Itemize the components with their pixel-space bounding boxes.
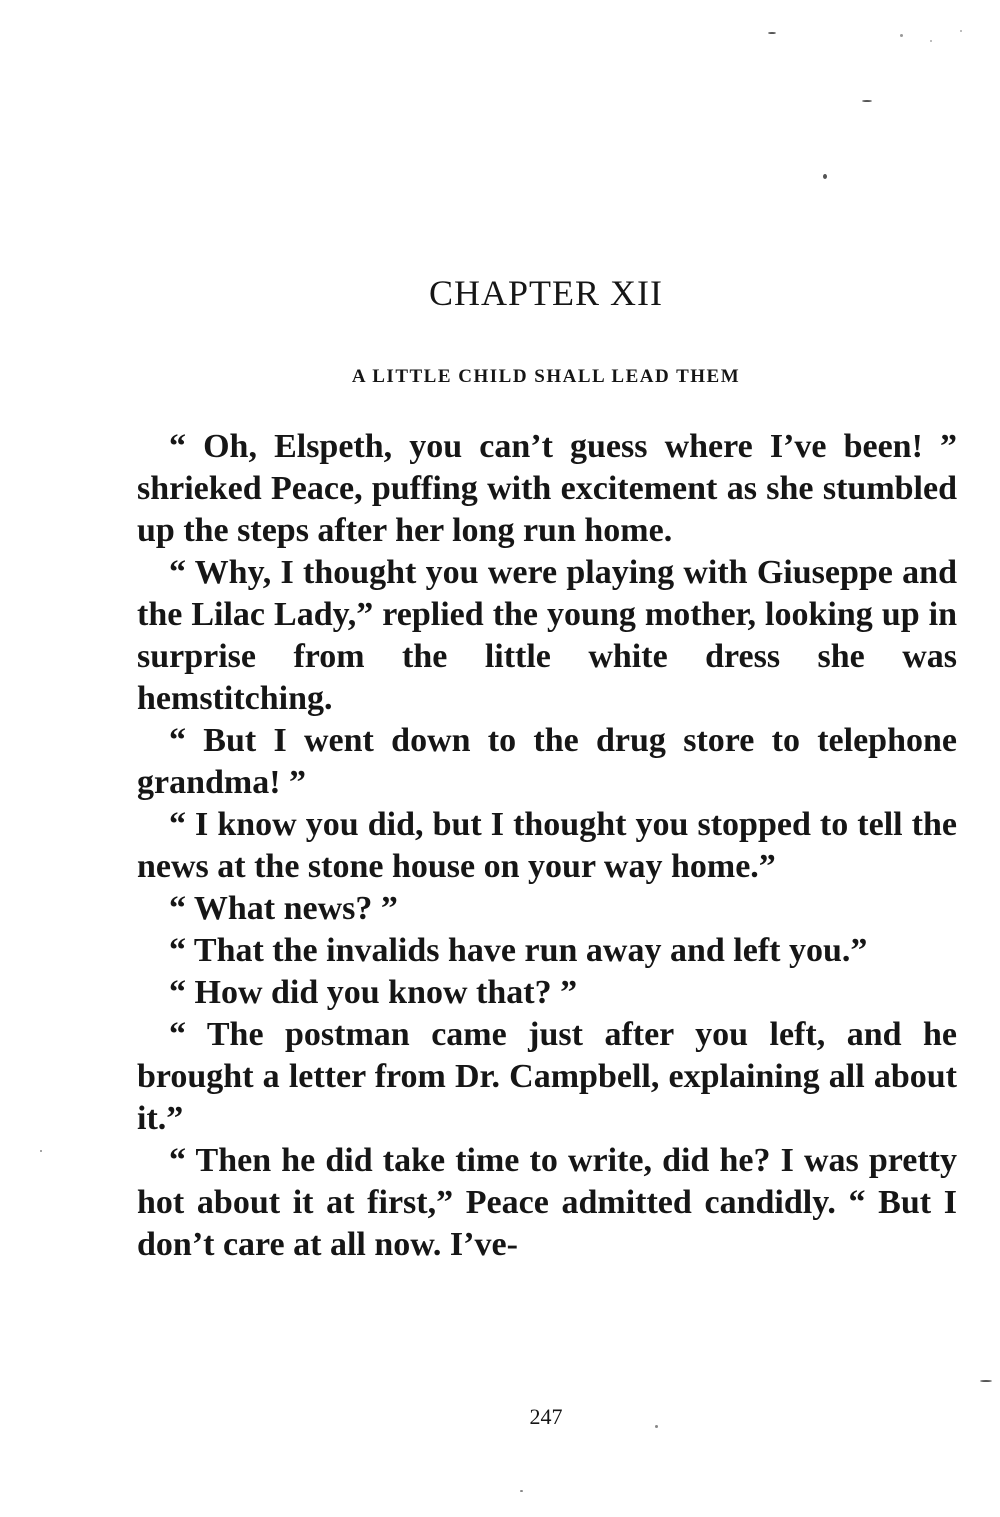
scan-speck bbox=[980, 1380, 992, 1382]
scan-speck bbox=[862, 100, 872, 102]
paragraph: “ The postman came just after you left, and he brought a letter from Dr. Campbell, explaining all about it.” bbox=[137, 1016, 957, 1137]
chapter-body bbox=[137, 426, 957, 1266]
paragraph: “ Then he did take time to write, did he? I was pretty hot about it at first,” Peace admitted candidly. “ But I don’t care at all now. I’ve- bbox=[137, 1142, 957, 1263]
paragraph: “ What news? ” bbox=[169, 890, 398, 927]
paragraph: “ But I went down to the drug store to telephone grandma! ” bbox=[137, 722, 957, 801]
paragraph: “ That the invalids have run away and left you.” bbox=[169, 932, 868, 969]
chapter-subtitle: A LITTLE CHILD SHALL LEAD THEM bbox=[351, 366, 741, 387]
paragraph: “ Why, I thought you were playing with Giuseppe and the Lilac Lady,” replied the young mother, looking up in surprise from the little white dress she was hemstitching. bbox=[137, 554, 957, 717]
chapter-title: CHAPTER XII bbox=[429, 273, 663, 313]
scan-speck bbox=[930, 40, 932, 42]
scan-speck bbox=[768, 32, 776, 34]
paragraph: “ Oh, Elspeth, you can’t guess where I’ve been! ” shrieked Peace, puffing with excitement as she stumbled up the steps after her long run home. bbox=[137, 428, 957, 549]
paragraph: “ I know you did, but I thought you stopped to tell the news at the stone house on your way home.” bbox=[137, 806, 957, 885]
scan-speck bbox=[960, 30, 962, 32]
scan-speck bbox=[40, 1150, 42, 1152]
scan-speck bbox=[520, 1490, 523, 1492]
paragraph: “ How did you know that? ” bbox=[169, 974, 578, 1011]
scan-speck bbox=[900, 34, 903, 37]
scan-speck bbox=[823, 174, 827, 179]
page-number: 247 bbox=[529, 1404, 563, 1429]
